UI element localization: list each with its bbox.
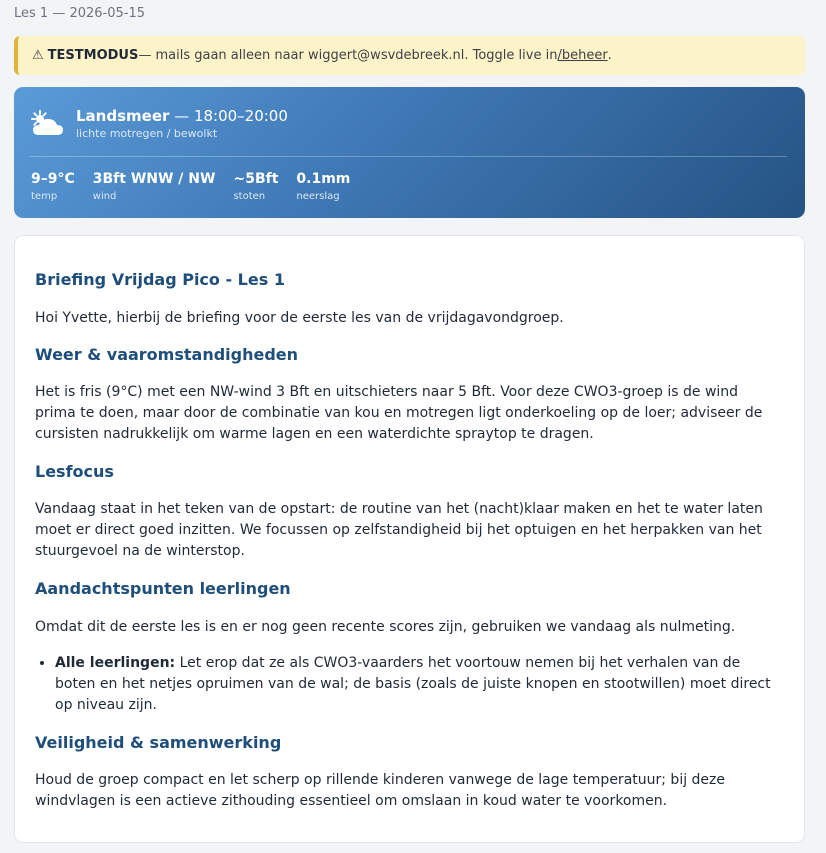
stat-precipitation [296, 170, 350, 202]
weather-heading: Weer & vaaromstandigheden [35, 345, 299, 364]
weather-card [14, 87, 805, 218]
stat-value: 0.1mm [296, 171, 351, 187]
stat-value: 3Bft WNW / NW [92, 171, 216, 187]
list-item [55, 653, 782, 716]
weather-time: — 18:00–20:00 [169, 107, 288, 125]
briefing-intro: Hoi Yvette, hierbij de briefing voor de eerste les van de vrijdagavondgroep. [35, 310, 564, 326]
weather-stats [31, 170, 368, 202]
beheer-link[interactable]: /beheer [557, 48, 608, 63]
safety-paragraph: Houd de groep compact en let scherp op rillende kinderen vanwege de lage temperatuur; bij deze windvlagen is een actieve zithouding essentieel om omslaan in koud water te voorkomen. [35, 772, 726, 809]
safety-heading: Veiligheid & samenwerking [35, 733, 282, 752]
stat-gusts [233, 170, 278, 202]
students-paragraph: Omdat dit de eerste les is en er nog geen recente scores zijn, gebruiken we vandaag als nulmeting. [35, 619, 736, 635]
weather-location: Landsmeer [76, 107, 170, 125]
test-mode-label: TESTMODUS [47, 48, 139, 63]
weather-header [30, 107, 288, 140]
lesson-date: Les 1 — 2026-05-15 [14, 6, 146, 21]
weather-description: lichte motregen / bewolkt [76, 127, 218, 140]
weather-title [76, 107, 288, 125]
students-heading: Aandachtspunten leerlingen [35, 579, 291, 598]
stat-label: neerslag [296, 191, 340, 202]
briefing-title: Briefing Vrijdag Pico - Les 1 [35, 270, 285, 289]
students-item-text: Let erop dat ze als CWO3-vaarders het voortouw nemen bij het verhalen van de boten en het netjes opruimen van de wal; de basis (zoals de juiste knopen en stootwillen) moet direct op niveau zijn. [55, 655, 771, 713]
test-mode-banner [14, 36, 805, 75]
briefing-card [14, 235, 805, 843]
warning-icon: ⚠ [32, 48, 44, 63]
stat-temp [31, 170, 75, 202]
focus-paragraph: Vandaag staat in het teken van de opstart: de routine van het (nacht)klaar maken en het te water laten moet er direct goed inzitten. We focussen op zelfstandigheid bij het optuigen en het herpakken van het stuurgevoel na de winterstop. [35, 501, 763, 559]
focus-heading: Lesfocus [35, 462, 114, 481]
stat-label: stoten [233, 191, 266, 202]
partly-cloudy-icon [30, 109, 66, 139]
stat-wind [93, 170, 216, 202]
test-mode-suffix: . [607, 48, 612, 63]
students-item-label: Alle leerlingen: [55, 655, 176, 671]
stat-label: temp [31, 191, 58, 202]
test-mode-text: — mails gaan alleen naar wiggert@wsvdebreek.nl. Toggle live in [138, 48, 558, 63]
weather-paragraph: Het is fris (9°C) met een NW-wind 3 Bft en uitschieters naar 5 Bft. Voor deze CWO3-groep is de wind prima te doen, maar door de combinatie van kou en motregen ligt onderkoeling op de loer; adviseer de cursisten nadrukkelijk om warme lagen en een waterdichte spraytop te dragen. [35, 384, 763, 442]
stat-value: ~5Bft [233, 171, 279, 187]
stat-value: 9–9°C [31, 171, 75, 187]
students-list [35, 653, 782, 716]
weather-divider [30, 156, 787, 157]
stat-label: wind [92, 191, 117, 202]
